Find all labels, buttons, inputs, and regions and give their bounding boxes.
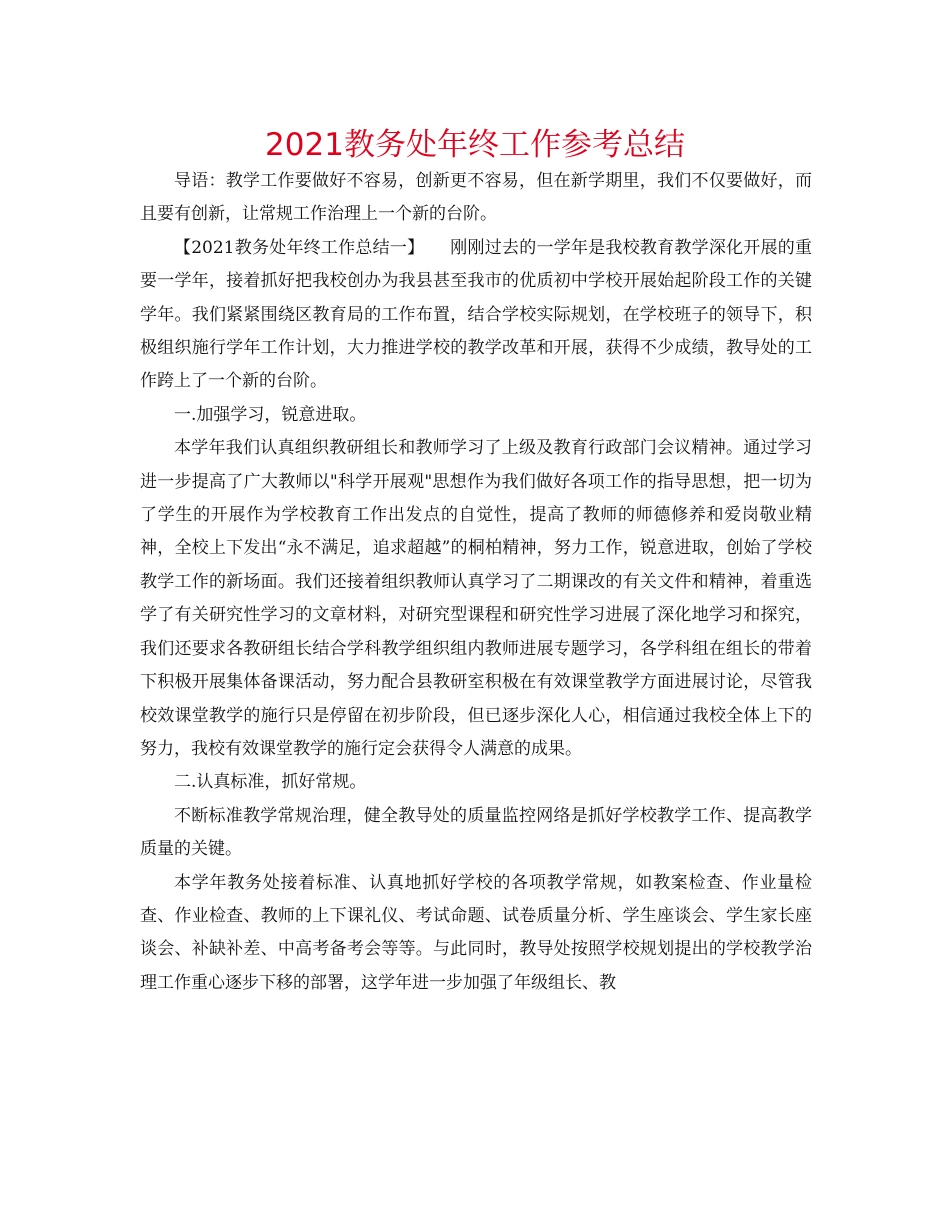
paragraph-routines: 本学年教务处接着标准、认真地抓好学校的各项教学常规，如教案检查、作业量检查、作业检查、教师的上下课礼仪、考试命题、试卷质量分析、学生座谈会、学生家长座谈会、补缺补差、中高考备考会等等。与此同时，教导处按照学校规划提出的学校教学治理工作重心逐步下移的部署，这学年进一步加强了年级组长、教 bbox=[140, 872, 812, 993]
paragraph-study: 本学年我们认真组织教研组长和教师学习了上级及教育行政部门会议精神。通过学习进一步提高了广大教师以"科学开展观"思想作为我们做好各项工作的指导思想，把一切为了学生的开展作为学校教育工作出发点的自觉性，提高了教师的师德修养和爱岗敬业精神，全校上下发出“永不满足，追求超越”的桐柏精神，努力工作，锐意进取，创始了学校教学工作的新场面。我们还接着组织教师认真学习了二期课改的有关文件和精神，着重选学了有关研究性学习的文章材料，对研究型课程和研究性学习进展了深化地学习和探究，我们还要求各教研组长结合学科教学组织组内教师进展专题学习，各学科组在组长的带着下积极开展集体备课活动，努力配合县教研室积极在有效课堂教学方面进展讨论，尽管我校效课堂教学的施行只是停留在初步阶段，但已逐步深化人心，相信通过我校全体上下的努力，我校有效课堂教学的施行定会获得令人满意的成果。 bbox=[140, 438, 812, 759]
document-body bbox=[140, 165, 812, 1000]
section-heading-two: 二.认真标准，抓好常规。 bbox=[174, 772, 367, 793]
paragraph-intro: 导语：教学工作要做好不容易，创新更不容易，但在新学期里，我们不仅要做好，而且要有创新，让常规工作治理上一个新的台阶。 bbox=[140, 171, 812, 225]
document-title: 2021教务处年终工作参考总结 bbox=[265, 127, 685, 163]
section-heading-one: 一.加强学习，锐意进取。 bbox=[174, 404, 367, 425]
paragraph-summary-one: 【2021教务处年终工作总结一】 刚刚过去的一学年是我校教育教学深化开展的重要一学年，接着抓好把我校创办为我县甚至我市的优质初中学校开展始起阶段工作的关键学年。我们紧紧围绕区教育局的工作布置，结合学校实际规划，在学校班子的领导下，积极组织施行学年工作计划，大力推进学校的教学改革和开展，获得不少成绩，教导处的工作跨上了一个新的台阶。 bbox=[140, 237, 812, 392]
paragraph-standards: 不断标准教学常规治理，健全教导处的质量监控网络是抓好学校教学工作、提高教学质量的关键。 bbox=[140, 805, 812, 860]
